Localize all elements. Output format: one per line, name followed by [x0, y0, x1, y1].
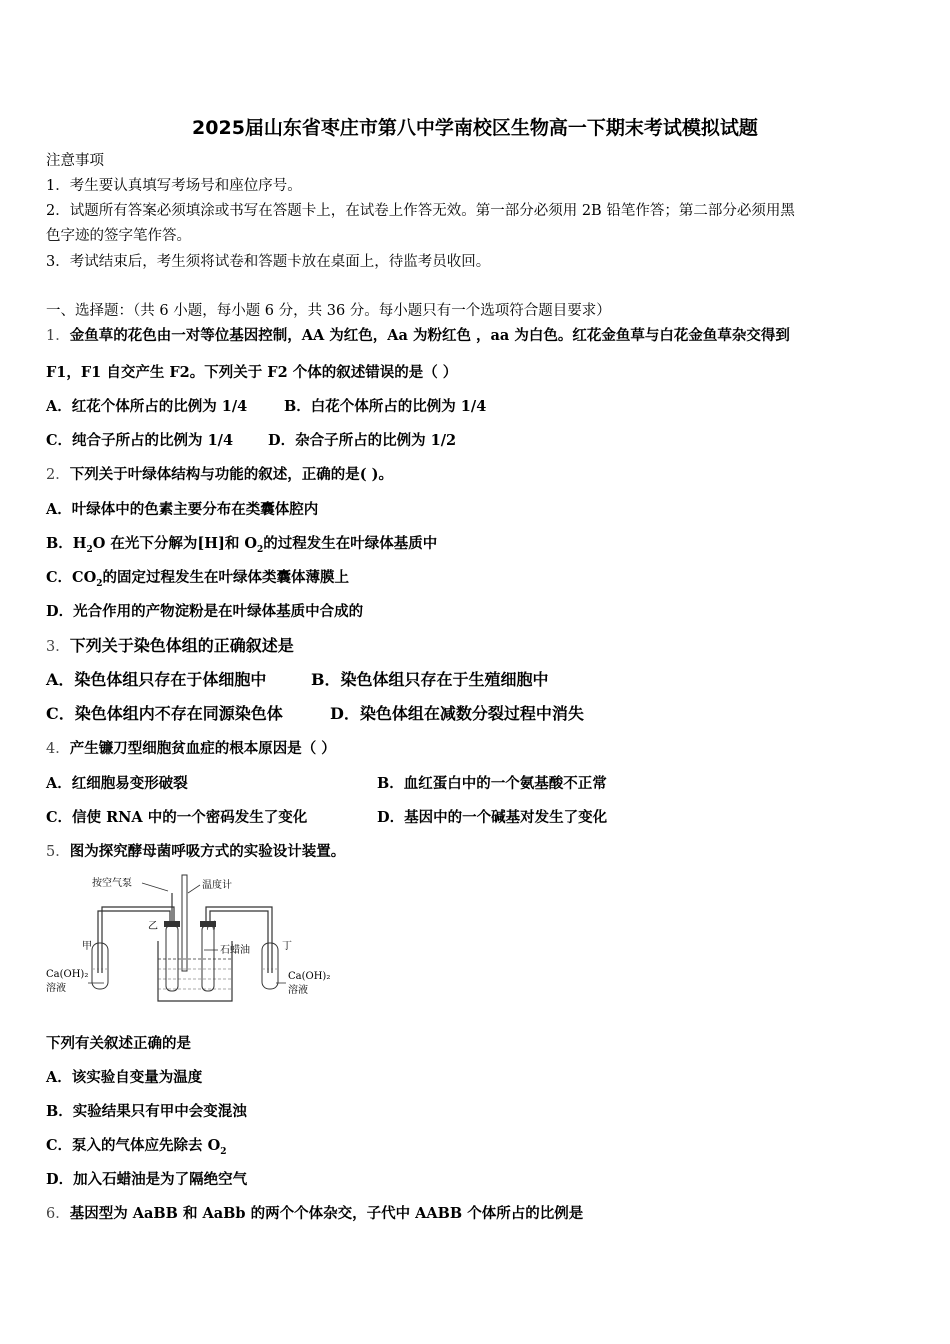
- apparatus-diagram: [46, 873, 336, 1008]
- thermometer-shape: [182, 875, 187, 971]
- label-air-pump: 按空气泵: [92, 878, 132, 889]
- question-5-stem: [46, 843, 345, 861]
- tube-jia-shape: [92, 943, 108, 989]
- label-jia: 甲: [82, 941, 92, 952]
- question-5-ask: 下列有关叙述正确的是: [46, 1035, 191, 1052]
- page-title: 2025届山东省枣庄市第八中学南校区生物高一下期末考试模拟试题: [192, 117, 758, 139]
- question-3-option-d: D．染色体组在减数分裂过程中消失: [330, 704, 584, 723]
- tube-ding-shape: [262, 943, 278, 989]
- question-6-stem: [46, 1205, 583, 1223]
- option-text: B．H: [46, 535, 87, 552]
- question-3-option-b: B．染色体组只存在于生殖细胞中: [311, 670, 549, 689]
- notice-heading: 注意事项: [46, 153, 104, 169]
- option-text: 的过程发生在叶绿体基质中: [263, 535, 438, 552]
- question-3-text: 下列关于染色体组的正确叙述是: [69, 636, 294, 655]
- label-thermometer: 温度计: [202, 880, 232, 891]
- question-4-option-b: B．血红蛋白中的一个氨基酸不正常: [377, 775, 607, 792]
- question-1-line2: F1，F1 自交产生 F2。下列关于 F2 个体的叙述错误的是（ ）: [46, 364, 458, 381]
- tube-yi-shape: [166, 925, 178, 991]
- question-5-option-d: D．加入石蜡油是为了隔绝空气: [46, 1171, 248, 1188]
- question-1-stem: [46, 327, 790, 345]
- subscript: 2: [257, 544, 264, 555]
- question-2-option-a: A．叶绿体中的色素主要分布在类囊体腔内: [46, 501, 319, 518]
- question-5-option-b: B．实验结果只有甲中会变混浊: [46, 1103, 247, 1120]
- question-4-option-d: D．基因中的一个碱基对发生了变化: [377, 809, 608, 826]
- section-heading: 一、选择题：（共 6 小题，每小题 6 分，共 36 分。每小题只有一个选项符合题目要求）: [46, 303, 611, 319]
- question-6-text: 基因型为 AaBB 和 AaBb 的两个个体杂交，子代中 AABB 个体所占的比例是: [69, 1205, 584, 1222]
- question-number: 3．: [46, 639, 70, 655]
- question-number: 5．: [46, 844, 70, 860]
- question-4-text: 产生镰刀型细胞贫血症的根本原因是（ ）: [69, 740, 336, 757]
- question-4-option-c: C．信使 RNA 中的一个密码发生了变化: [46, 809, 308, 826]
- question-4-option-a: A．红细胞易变形破裂: [46, 775, 188, 792]
- option-text: C．CO: [46, 569, 97, 586]
- question-3-option-a: A．染色体组只存在于体细胞中: [46, 670, 267, 689]
- notice-item-3: 3．考试结束后，考生须将试卷和答题卡放在桌面上，待监考员收回。: [46, 254, 491, 270]
- question-2-option-c: [46, 569, 349, 593]
- label-left-solution-2: 溶液: [46, 983, 66, 994]
- subscript: 2: [96, 578, 103, 589]
- question-1-option-a: A．红花个体所占的比例为 1/4: [46, 398, 248, 415]
- tube-bing-shape: [202, 925, 214, 991]
- option-text: C．泵入的气体应先除去 O: [46, 1137, 221, 1154]
- notice-item-1: 1．考生要认真填写考场号和座位序号。: [46, 178, 302, 194]
- question-number: 1．: [46, 328, 70, 344]
- option-text: O 在光下分解为[H]和 O: [92, 535, 258, 552]
- question-number: 2．: [46, 467, 70, 483]
- notice-item-2: 2．试题所有答案必须填涂或书写在答题卡上，在试卷上作答无效。第一部分必须用 2B 铅笔作答；第二部分必须用黑: [46, 203, 795, 219]
- label-yi: 乙: [148, 921, 158, 932]
- question-2-option-d: D．光合作用的产物淀粉是在叶绿体基质中合成的: [46, 603, 364, 620]
- question-number: 6．: [46, 1206, 70, 1222]
- label-right-solution-2: 溶液: [288, 985, 308, 996]
- question-5-option-c: [46, 1137, 226, 1161]
- question-3-option-c: C．染色体组内不存在同源染色体: [46, 704, 283, 723]
- notice-item-2-cont: 色字迹的签字笔作答。: [46, 228, 191, 244]
- question-3-stem: [46, 637, 294, 656]
- label-paraffin: 石蜡油: [220, 945, 250, 956]
- question-2-stem: [46, 466, 393, 484]
- question-5-text: 图为探究酵母菌呼吸方式的实验设计装置。: [69, 843, 346, 860]
- question-1-option-d: D．杂合子所占的比例为 1/2: [268, 432, 457, 449]
- question-number: 4．: [46, 741, 70, 757]
- question-5-option-a: A．该实验自变量为温度: [46, 1069, 203, 1086]
- question-4-stem: [46, 740, 336, 758]
- question-1-option-c: C．纯合子所占的比例为 1/4: [46, 432, 234, 449]
- question-1-option-b: B．白花个体所占的比例为 1/4: [284, 398, 487, 415]
- yeast-respiration-apparatus-figure: [46, 873, 336, 1008]
- subscript: 2: [220, 1146, 227, 1157]
- label-right-solution: Ca(OH)₂: [288, 971, 331, 982]
- question-1-line1: 金鱼草的花色由一对等位基因控制，AA 为红色，Aa 为粉红色 ，aa 为白色。红花金鱼草与白花金鱼草杂交得到: [69, 327, 790, 344]
- option-text: 的固定过程发生在叶绿体类囊体薄膜上: [102, 569, 349, 586]
- label-left-solution: Ca(OH)₂: [46, 969, 89, 980]
- question-2-option-b: [46, 535, 437, 559]
- label-ding: 丁: [282, 941, 292, 952]
- subscript: 2: [86, 544, 93, 555]
- question-2-text: 下列关于叶绿体结构与功能的叙述，正确的是( )。: [69, 466, 394, 483]
